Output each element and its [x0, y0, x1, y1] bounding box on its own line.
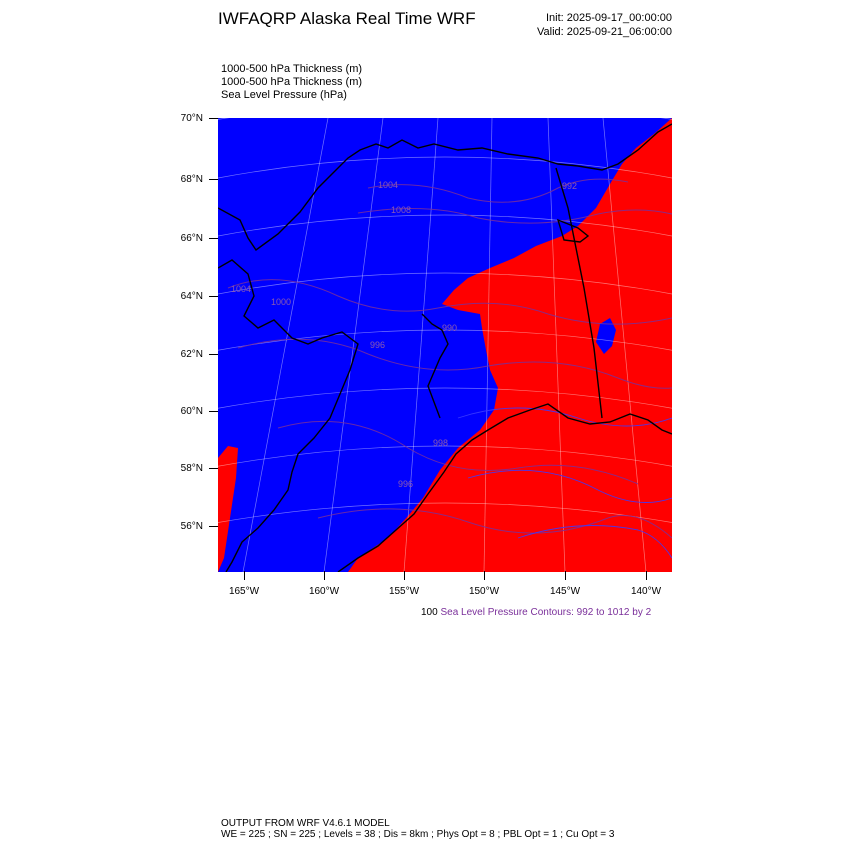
lon-label: 145°W — [549, 586, 581, 597]
lat-tick — [209, 526, 218, 527]
field-label-slp: Sea Level Pressure (hPa) — [221, 89, 347, 101]
lat-label: 62°N — [180, 349, 203, 360]
slp-value-label: 996 — [370, 340, 386, 350]
lon-tick — [404, 571, 405, 580]
lon-tick — [244, 571, 245, 580]
lon-label: 160°W — [308, 586, 340, 597]
slp-value-label: 1008 — [391, 205, 412, 215]
contour-info-text: Sea Level Pressure Contours: 992 to 1012 by 2 — [440, 607, 652, 618]
lat-tick — [209, 468, 218, 469]
lon-label: 155°W — [388, 586, 420, 597]
slp-value-label: 998 — [433, 438, 449, 448]
weather-map — [218, 118, 672, 572]
lat-label: 58°N — [180, 463, 203, 474]
lat-label: 56°N — [180, 521, 203, 532]
map-title: IWFAQRP Alaska Real Time WRF — [218, 9, 476, 28]
model-config-line: WE = 225 ; SN = 225 ; Levels = 38 ; Dis = 8km ; Phys Opt = 8 ; PBL Opt = 1 ; Cu Opt = 3 — [221, 829, 615, 840]
model-output-line: OUTPUT FROM WRF V4.6.1 MODEL — [221, 818, 390, 829]
lon-tick — [484, 571, 485, 580]
lon-label: 150°W — [468, 586, 500, 597]
lon-tick — [565, 571, 566, 580]
lat-tick — [209, 411, 218, 412]
lon-tick — [324, 571, 325, 580]
lat-tick — [209, 118, 218, 119]
contour-info-value: 100 — [421, 607, 438, 618]
lon-label: 165°W — [228, 586, 260, 597]
lat-label: 64°N — [180, 291, 203, 302]
lat-label: 66°N — [180, 233, 203, 244]
lat-label: 70°N — [180, 113, 203, 124]
valid-time: Valid: 2025-09-21_06:00:00 — [537, 26, 672, 38]
slp-value-label: 990 — [442, 323, 458, 333]
lon-label: 140°W — [630, 586, 662, 597]
lat-tick — [209, 354, 218, 355]
field-label-thickness-1: 1000-500 hPa Thickness (m) — [221, 63, 363, 75]
lat-tick — [209, 296, 218, 297]
lat-label: 60°N — [180, 406, 203, 417]
slp-value-label: 1000 — [271, 297, 292, 307]
lon-tick — [646, 571, 647, 580]
lat-tick — [209, 238, 218, 239]
contour-info — [421, 607, 651, 618]
slp-value-label: 1004 — [231, 284, 252, 294]
slp-value-label: 996 — [398, 479, 414, 489]
field-label-thickness-2: 1000-500 hPa Thickness (m) — [221, 76, 363, 88]
lat-tick — [209, 179, 218, 180]
slp-value-label: 992 — [562, 181, 578, 191]
init-time: Init: 2025-09-17_00:00:00 — [546, 12, 672, 24]
slp-value-label: 1004 — [378, 180, 399, 190]
lat-label: 68°N — [180, 174, 203, 185]
